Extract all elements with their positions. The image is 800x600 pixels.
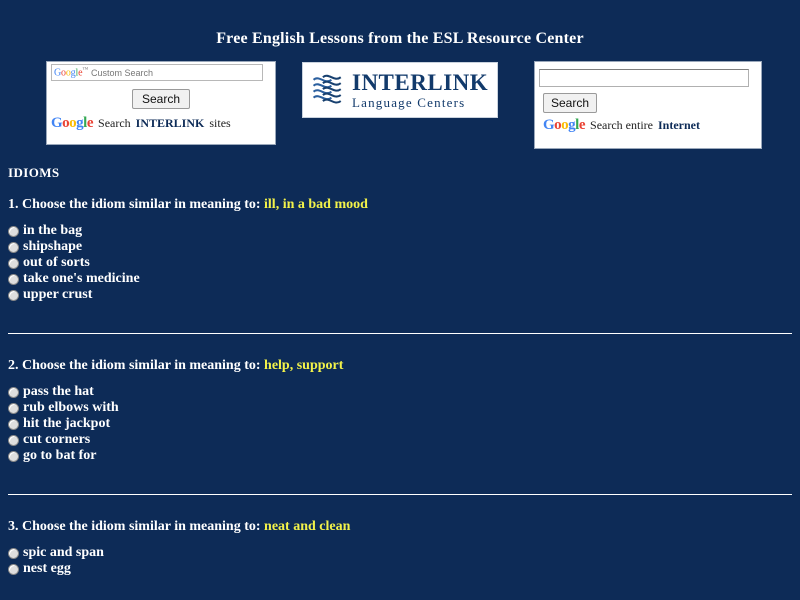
- option-label: rub elbows with: [23, 400, 119, 415]
- google-logo-internet: Google: [543, 117, 586, 133]
- list-item[interactable]: [8, 271, 792, 287]
- question-number-2: 2.: [8, 358, 19, 373]
- section-divider: [8, 333, 792, 334]
- lesson-content: [0, 165, 800, 577]
- radio-button-icon[interactable]: [8, 387, 19, 398]
- question-prompt-1: Choose the idiom similar in meaning to:: [22, 197, 261, 212]
- question-block-3: [8, 519, 792, 577]
- google-logo: Google: [51, 115, 94, 131]
- radio-button-icon[interactable]: [8, 274, 19, 285]
- interlink-logo-text: [352, 71, 488, 109]
- question-target-1: ill, in a bad mood: [264, 197, 368, 212]
- radio-button-icon[interactable]: [8, 548, 19, 559]
- radio-button-icon[interactable]: [8, 451, 19, 462]
- list-item[interactable]: [8, 384, 792, 400]
- site-search-footer-brand: INTERLINK: [135, 116, 205, 130]
- question-target-3: neat and clean: [264, 519, 351, 534]
- interlink-logo-subtitle: Language Centers: [352, 95, 466, 110]
- list-item[interactable]: [8, 223, 792, 239]
- radio-button-icon[interactable]: [8, 242, 19, 253]
- option-label: in the bag: [23, 223, 83, 238]
- option-label: hit the jackpot: [23, 416, 111, 431]
- option-label: upper crust: [23, 287, 93, 302]
- list-item[interactable]: [8, 545, 792, 561]
- google-placeholder-logo: Google™: [54, 66, 88, 79]
- list-item[interactable]: [8, 432, 792, 448]
- site-search-footer-prefix: Search: [98, 116, 131, 130]
- site-search-footer-suffix: sites: [209, 116, 231, 130]
- section-divider: [8, 494, 792, 495]
- question-text-1: [8, 197, 792, 213]
- internet-search-button[interactable]: Search: [543, 93, 597, 113]
- question-text-3: [8, 519, 792, 535]
- custom-search-input[interactable]: [51, 64, 263, 81]
- options-list-1: [8, 223, 792, 303]
- interlink-site-search-box: [46, 61, 276, 145]
- list-item[interactable]: [8, 561, 792, 577]
- option-label: go to bat for: [23, 448, 97, 463]
- option-label: out of sorts: [23, 255, 90, 270]
- list-item[interactable]: [8, 400, 792, 416]
- site-search-footer: [51, 115, 271, 132]
- list-item[interactable]: [8, 287, 792, 303]
- question-number-3: 3.: [8, 519, 19, 534]
- radio-button-icon[interactable]: [8, 258, 19, 269]
- custom-search-placeholder-text: Custom Search: [91, 67, 154, 78]
- site-search-button[interactable]: Search: [132, 89, 190, 109]
- internet-search-input[interactable]: [539, 69, 749, 87]
- option-label: shipshape: [23, 239, 83, 254]
- option-label: pass the hat: [23, 384, 94, 399]
- question-text-2: [8, 358, 792, 374]
- radio-button-icon[interactable]: [8, 564, 19, 575]
- question-target-2: help, support: [264, 358, 344, 373]
- radio-button-icon[interactable]: [8, 419, 19, 430]
- list-item[interactable]: [8, 239, 792, 255]
- list-item[interactable]: [8, 416, 792, 432]
- radio-button-icon[interactable]: [8, 290, 19, 301]
- option-label: nest egg: [23, 561, 71, 576]
- question-number-1: 1.: [8, 197, 19, 212]
- search-row: [0, 61, 800, 151]
- list-item[interactable]: [8, 255, 792, 271]
- question-prompt-3: Choose the idiom similar in meaning to:: [22, 519, 261, 534]
- interlink-waves-icon: [311, 72, 345, 108]
- options-list-3: [8, 545, 792, 577]
- internet-search-box: [534, 61, 762, 149]
- internet-search-footer-prefix: Search entire: [590, 118, 653, 132]
- question-block-1: [8, 197, 792, 303]
- internet-search-footer-brand: Internet: [657, 118, 700, 132]
- option-label: spic and span: [23, 545, 104, 560]
- radio-button-icon[interactable]: [8, 226, 19, 237]
- options-list-2: [8, 384, 792, 464]
- interlink-logo-name: INTERLINK: [352, 70, 489, 95]
- option-label: cut corners: [23, 432, 91, 447]
- list-item[interactable]: [8, 448, 792, 464]
- internet-search-footer: [543, 117, 757, 134]
- option-label: take one's medicine: [23, 271, 140, 286]
- interlink-logo[interactable]: [302, 62, 498, 118]
- question-prompt-2: Choose the idiom similar in meaning to:: [22, 358, 261, 373]
- page-title: Free English Lessons from the ESL Resource Center: [216, 30, 584, 47]
- question-block-2: [8, 358, 792, 464]
- radio-button-icon[interactable]: [8, 403, 19, 414]
- section-heading: IDIOMS: [8, 165, 60, 180]
- radio-button-icon[interactable]: [8, 435, 19, 446]
